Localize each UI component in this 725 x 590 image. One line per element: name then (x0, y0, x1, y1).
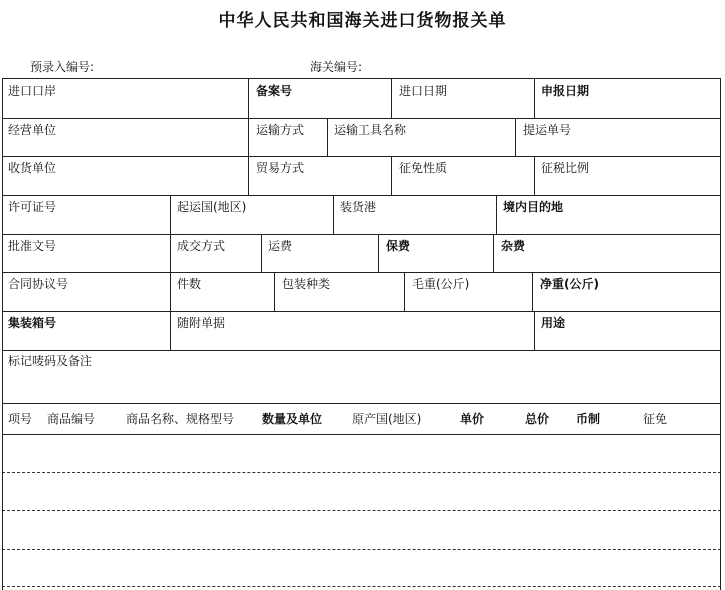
col-unit-price: 单价 (460, 412, 485, 426)
field-origin-country: 起运国(地区) (177, 200, 247, 214)
field-freight: 运费 (268, 239, 293, 253)
cell-divider (378, 234, 379, 272)
cell-divider (391, 78, 392, 118)
col-exemption: 征免 (643, 412, 668, 426)
cell-divider (170, 195, 171, 234)
table-top-border (2, 78, 721, 79)
goods-row-dashed-line (2, 586, 721, 587)
row-divider (2, 234, 721, 235)
cell-divider (391, 156, 392, 195)
cell-divider (496, 195, 497, 234)
row-divider (2, 156, 721, 157)
col-total-price: 总价 (525, 412, 550, 426)
field-bill-no: 提运单号 (523, 123, 572, 137)
field-license-no: 许可证号 (8, 200, 57, 214)
cell-divider (248, 118, 249, 156)
field-usage: 用途 (541, 316, 566, 330)
row-divider (2, 311, 721, 312)
cell-divider (261, 234, 262, 272)
field-domestic-destination: 境内目的地 (503, 200, 564, 214)
field-transport-mode: 运输方式 (256, 123, 305, 137)
cell-divider (274, 272, 275, 311)
col-currency: 币制 (576, 412, 601, 426)
goods-row (2, 511, 720, 547)
col-product-name-spec: 商品名称、规格型号 (126, 412, 235, 426)
col-item-no: 项号 (8, 412, 33, 426)
cell-divider (493, 234, 494, 272)
field-attached-docs: 随附单据 (177, 316, 226, 330)
field-import-port: 进口口岸 (8, 84, 57, 98)
cell-divider (532, 272, 533, 311)
field-deal-mode: 成交方式 (177, 239, 226, 253)
field-contract-no: 合同协议号 (8, 277, 69, 291)
col-quantity-unit: 数量及单位 (262, 412, 323, 426)
field-record-no: 备案号 (256, 84, 293, 98)
field-net-weight: 净重(公斤) (540, 277, 599, 291)
field-trade-mode: 贸易方式 (256, 161, 305, 175)
field-approval-no: 批准文号 (8, 239, 57, 253)
cell-divider (534, 156, 535, 195)
cell-divider (404, 272, 405, 311)
goods-row (2, 435, 720, 471)
cell-divider (534, 78, 535, 118)
customs-no-label: 海关编号: (310, 60, 363, 74)
cell-divider (248, 156, 249, 195)
field-transport-tool: 运输工具名称 (334, 123, 407, 137)
cell-divider (327, 118, 328, 156)
field-business-unit: 经营单位 (8, 123, 57, 137)
col-product-code: 商品编号 (47, 412, 96, 426)
cell-divider (534, 311, 535, 350)
cell-divider (170, 311, 171, 350)
row-divider (2, 350, 721, 351)
cell-divider (170, 272, 171, 311)
row-divider (2, 403, 721, 404)
field-loading-port: 装货港 (340, 200, 377, 214)
field-pieces: 件数 (177, 277, 202, 291)
goods-row (2, 473, 720, 509)
field-insurance: 保费 (386, 239, 411, 253)
field-consignee: 收货单位 (8, 161, 57, 175)
cell-divider (333, 195, 334, 234)
table-right-border (720, 78, 721, 590)
field-gross-weight: 毛重(公斤) (412, 277, 470, 291)
cell-divider (248, 78, 249, 118)
form-title: 中华人民共和国海关进口货物报关单 (218, 11, 507, 31)
col-origin: 原产国(地区) (352, 412, 422, 426)
field-tax-ratio: 征税比例 (541, 161, 590, 175)
field-container-no: 集装箱号 (8, 316, 57, 330)
field-misc-fee: 杂费 (501, 239, 526, 253)
cell-divider (170, 234, 171, 272)
field-package-type: 包装种类 (282, 277, 331, 291)
field-import-date: 进口日期 (399, 84, 448, 98)
field-exemption-nature: 征免性质 (399, 161, 448, 175)
field-marks-remarks: 标记唛码及备注 (8, 354, 93, 368)
goods-row (2, 550, 720, 586)
row-divider (2, 195, 721, 196)
row-divider (2, 272, 721, 273)
field-declare-date: 申报日期 (541, 84, 590, 98)
row-divider (2, 118, 721, 119)
preentry-no-label: 预录入编号: (30, 60, 95, 74)
cell-divider (515, 118, 516, 156)
